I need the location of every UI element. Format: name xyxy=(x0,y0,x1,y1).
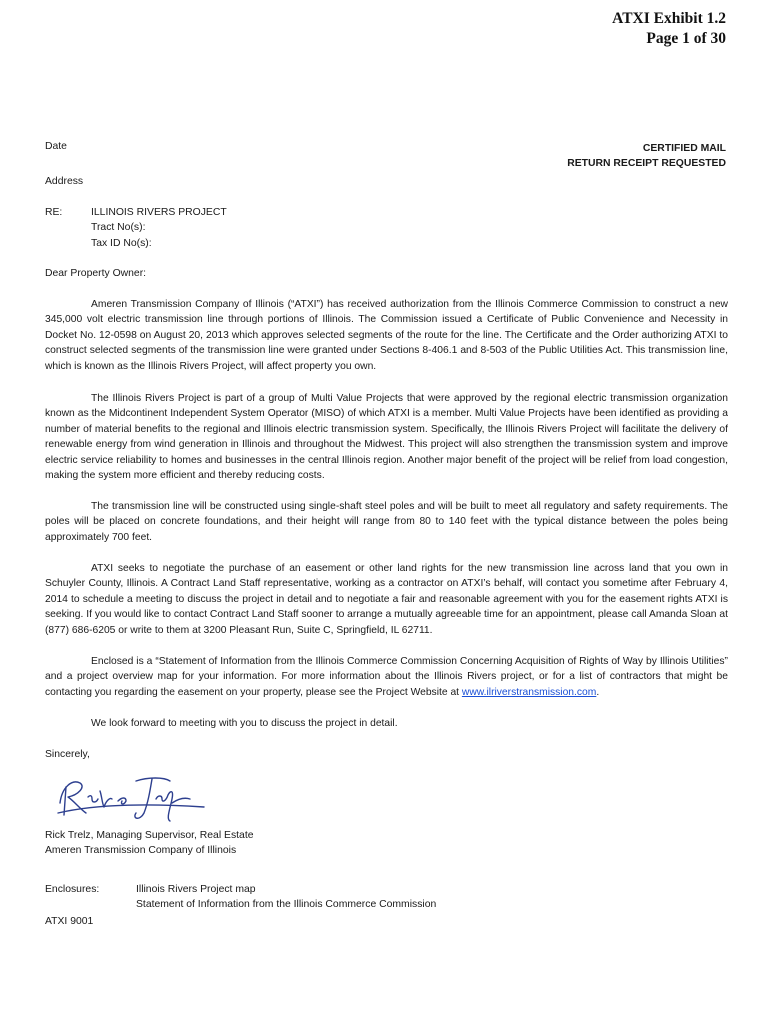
document-code: ATXI 9001 xyxy=(45,916,94,927)
paragraph-3: The transmission line will be constructed using single-shaft steel poles and will be built to meet all regulatory and safety requirements. The poles will be placed on concrete foundations, and their height will range from 80 to 140 feet with the typical distance between the poles being approximately 700 feet. xyxy=(45,501,728,543)
enclosures-label: Enclosures: xyxy=(45,884,100,895)
enclosure-item: Illinois Rivers Project map xyxy=(136,884,256,895)
exhibit-header xyxy=(612,9,726,49)
certified-mail: CERTIFIED MAIL xyxy=(642,143,726,154)
enclosures-list xyxy=(136,882,436,913)
project-website-link[interactable]: www.ilriverstransmission.com xyxy=(461,686,597,698)
paragraph-1: Ameren Transmission Company of Illinois (“ATXI”) has received authorization from the Illinois Commerce Commission to construct a new 345,000 volt electric transmission line through portions of Illinois. The Commission issued a Certificate of Public Convenience and Necessity in Docket No. 12-0598 on August 20, 2013 which approves selected segments of the route for the line. The Certificate and the Order authorizing ATXI to construct selected segments of the transmission line were granted under Sections 8-406.1 and 8-503 of the Public Utilities Act. This transmission line, which is known as the Illinois Rivers Project, will affect property you own. xyxy=(45,299,728,372)
paragraph-2: The Illinois Rivers Project is part of a group of Multi Value Projects that were approved by the regional electric transmission organization known as the Midcontinent Independent System Operator (MISO) of which ATXI is a member. Multi Value Projects have been identified as providing a number of material benefits to the regional and Illinois electric transmission system. Specifically, the Illinois Rivers Project will facilitate the delivery of renewable energy from wind generation in Illinois and throughout the Midwest. This project will also strengthen the transmission system and improve electric service reliability to homes and businesses in the central Illinois region. Another major benefit of the project will be relief from load congestion, making the system more efficient and thereby reducing costs. xyxy=(45,393,728,482)
signature-image xyxy=(52,773,212,825)
closing: Sincerely, xyxy=(45,749,90,760)
salutation: Dear Property Owner: xyxy=(45,268,147,279)
return-receipt: RETURN RECEIPT REQUESTED xyxy=(567,158,726,170)
paragraph-5 xyxy=(45,654,728,700)
enclosure-item: Statement of Information from the Illinois Commerce Commission xyxy=(136,899,437,911)
date-label: Date xyxy=(45,141,67,152)
paragraph-4: ATXI seeks to negotiate the purchase of an easement or other land rights for the new transmission line across land that you own in Schuyler County, Illinois. A Contract Land Staff representative, working as a contractor on ATXI’s behalf, will contact you sometime after February 4, 2014 to schedule a meeting to discuss the project in detail and to negotiate a fair and reasonable agreement with you for the easement rights ATXI is seeking. If you would like to contact Contract Land Staff sooner to arrange a mutually agreeable time for an appointment, please call Amanda Sloan at (877) 686-6205 or write to them at 3200 Pleasant Run, Suite C, Springfield, IL 62711. xyxy=(45,563,728,636)
re-tax-id: Tax ID No(s): xyxy=(91,237,152,249)
paragraph-5-text: Enclosed is a “Statement of Information from the Illinois Commerce Commission Concerning Acquisition of Rights of Way by Illinois Utilities” and a project overview map for your information. For more information about the Illinois Rivers project, or for a list of contractors that might be contacting you regarding the easement on your property, please see the Project Website at xyxy=(45,656,728,698)
paragraph-5-end: . xyxy=(596,686,600,698)
re-label: RE: xyxy=(45,207,63,218)
page-number: Page 1 of 30 xyxy=(646,30,726,47)
signer-company: Ameren Transmission Company of Illinois xyxy=(45,845,237,857)
re-tract: Tract No(s): xyxy=(91,222,146,234)
exhibit-number: ATXI Exhibit 1.2 xyxy=(612,10,726,27)
re-project: ILLINOIS RIVERS PROJECT xyxy=(91,207,227,218)
paragraph-6: We look forward to meeting with you to discuss the project in detail. xyxy=(91,718,398,729)
signer-block xyxy=(45,828,253,859)
mail-type-block xyxy=(567,141,726,172)
re-block xyxy=(91,205,227,251)
signer-name-title: Rick Trelz, Managing Supervisor, Real Estate xyxy=(45,830,254,841)
address-label: Address xyxy=(45,176,84,187)
